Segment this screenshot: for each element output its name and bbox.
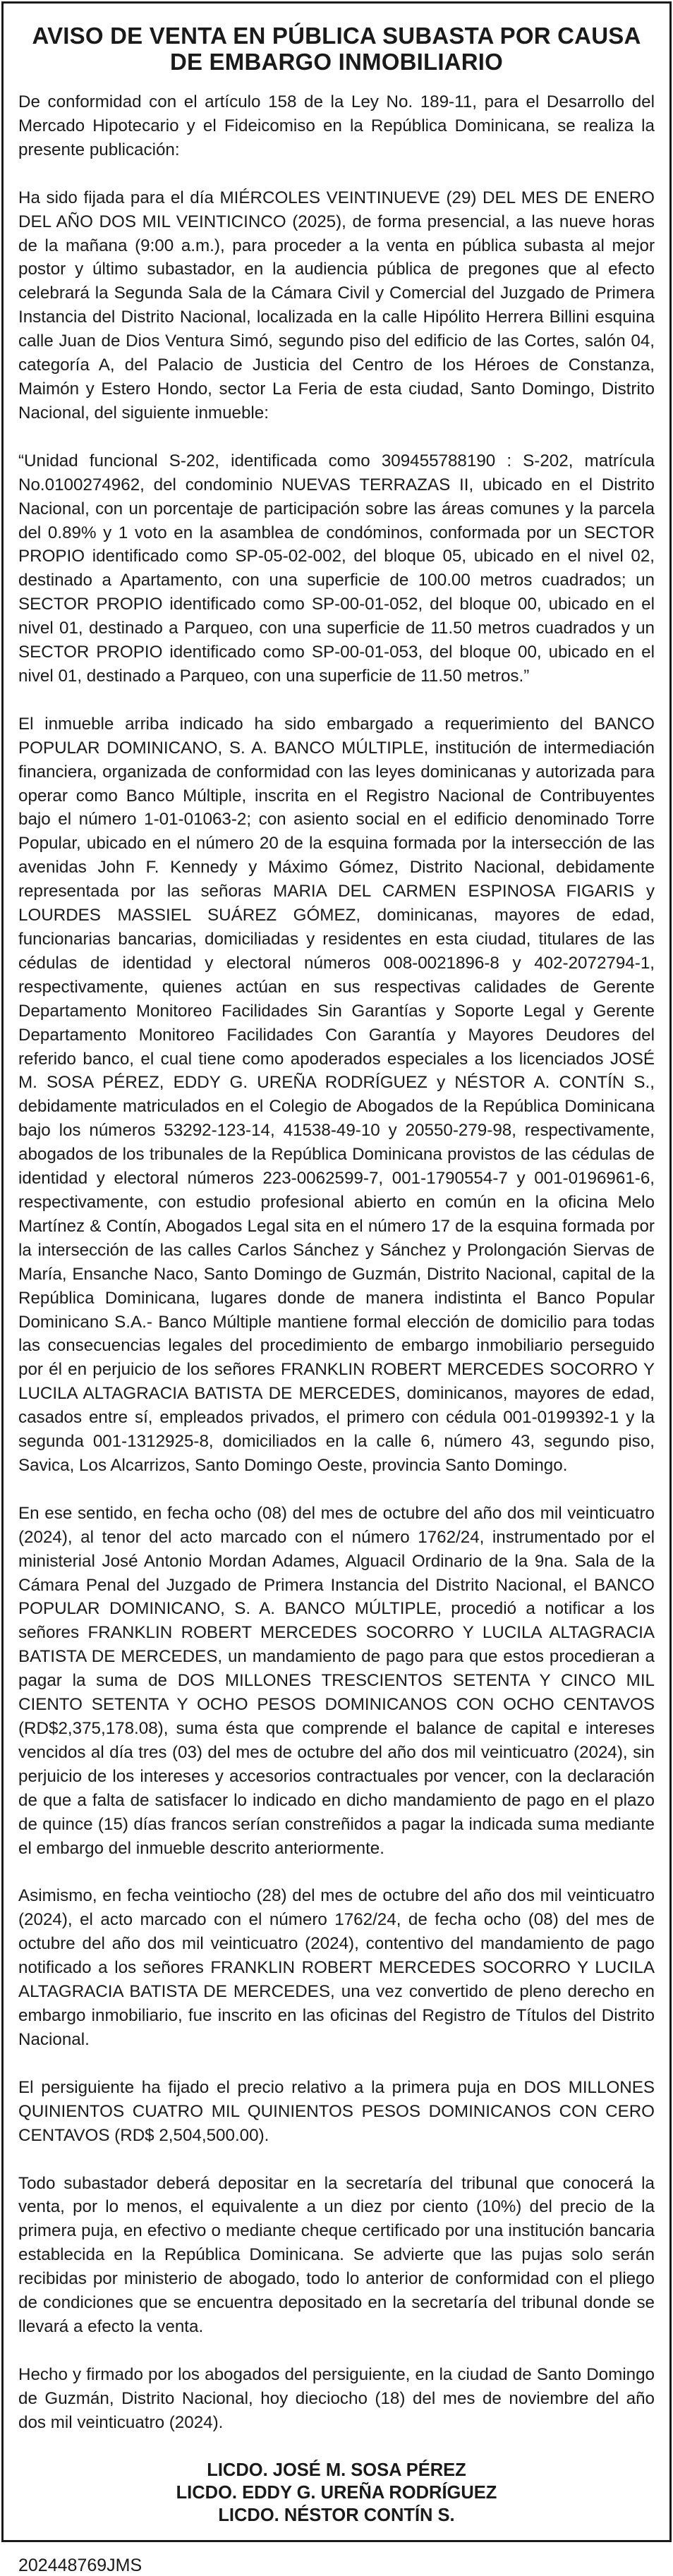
paragraph-opening-bid: El persiguiente ha fijado el precio relativo a la primera puja en DOS MILLONES QUINIENTOS CUATRO MIL QUINIENTOS PESOS DOMINICANOS CON CERO CENTAVOS (RD$ 2,504,500.00). xyxy=(18,2077,655,2145)
notice-title-line-2: DE EMBARGO INMOBILIARIO xyxy=(169,49,504,75)
signers-block xyxy=(18,2459,655,2527)
paragraph-seizing-party: El inmueble arriba indicado ha sido embargado a requerimiento del BANCO POPULAR DOMINICANO, S. A. BANCO MÚLTIPLE, institución de intermediación financiera, organizada de conformidad con las leyes dominicanas y autorizada para operar como Banco Múltiple, inscrita en el Registro Nacional de Contribuyentes bajo el número 1-01-01063-2; con asiento social en el edificio denominado Torre Popular, ubicado en el número 20 de la esquina formada por la intersección de las avenidas John F. Kennedy y Máximo Gómez, Distrito Nacional, debidamente representada por las señoras MARIA DEL CARMEN ESPINOSA FIGARIS y LOURDES MASSIEL SUÁREZ GÓMEZ, dominicanas, mayores de edad, funcionarias bancarias, domiciliadas y residentes en esta ciudad, titulares de las cédulas de identidad y electoral números 008-0021896-8 y 402-2072794-1, respectivamente, quienes actúan en sus respectivas calidades de Gerente Departamento Monitoreo Facilidades Sin Garantías y Soporte Legal y Gerente Departamento Monitoreo Facilidades Con Garantía y Mayores Deudores del referido banco, el cual tiene como apoderados especiales a los licenciados JOSÉ M. SOSA PÉREZ, EDDY G. UREÑA RODRÍGUEZ y NÉSTOR A. CONTÍN S., debidamente matriculados en el Colegio de Abogados de la República Dominicana bajo los números 53292-123-14, 41538-49-10 y 20550-279-98, respectivamente, abogados de los tribunales de la República Dominicana provistos de las cédulas de identidad y electoral números 223-0062599-7, 001-1790554-7 y 001-0196961-6, respectivamente, con estudio profesional abierto en común en la oficina Melo Martínez & Contín, Abogados Legal sita en el número 17 de la esquina formada por la intersección de las calles Carlos Sánchez y Sánchez y Prolongación Siervas de María, Ensanche Naco, Santo Domingo de Guzmán, Distrito Nacional, capital de la República Dominicana, lugares donde de manera indistinta el Banco Popular Dominicano S.A.- Banco Múltiple mantiene formal elección de domicilio para todas las consecuencias legales del procedimiento de embargo inmobiliario perseguido por él en perjuicio de los señores FRANKLIN ROBERT MERCEDES SOCORRO Y LUCILA ALTAGRACIA BATISTA DE MERCEDES, dominicanos, mayores de edad, casados entre sí, empleados privados, el primero con cédula 001-0199392-1 y la segunda 001-1312925-8, domiciliados en la calle 6, número 43, segundo piso, Savica, Los Alcarrizos, Santo Domingo Oeste, provincia Santo Domingo. xyxy=(18,714,655,1475)
paragraph-deposit-terms: Todo subastador deberá depositar en la secretaría del tribunal que conocerá la venta, por lo menos, el equivalente a un diez por ciento (10%) del precio de la primera puja, en efectivo o mediante cheque certificado por una institución bancaria establecida en la República Dominicana. Se advierte que las pujas solo serán recibidas por ministerio de abogado, todo lo anterior de conformidad con el pliego de condiciones que se encuentra depositado en la secretaría del tribunal donde se llevará a efecto la venta. xyxy=(18,2173,655,2336)
paragraph-property-description: “Unidad funcional S-202, identificada como 309455788190 : S-202, matrícula No.0100274962, del condominio NUEVAS TERRAZAS II, ubicado en el Distrito Nacional, con un porcentaje de participación sobre las áreas comunes y la parcela del 0.89% y 1 voto en la asamblea de condóminos, conformada por un SECTOR PROPIO identificado como SP-05-02-002, del bloque 05, ubicado en el nivel 02, destinado a Apartamento, con una superficie de 100.00 metros cuadrados; un SECTOR PROPIO identificado como SP-00-01-052, del bloque 00, ubicado en el nivel 01, destinado a Parqueo, con una superficie de 11.50 metros cuadrados y un SECTOR PROPIO identificado como SP-00-01-053, del bloque 00, ubicado en el nivel 01, destinado a Parqueo, con una superficie de 11.50 metros.” xyxy=(18,451,655,686)
reference-code: 202448769JMS xyxy=(18,2555,143,2575)
paragraph-registration: Asimismo, en fecha veintiocho (28) del mes de octubre del año dos mil veinticuatro (2024), el acto marcado con el número 1762/24, de fecha ocho (08) del mes de octubre del año dos mil veinticuatro (2024), contentivo del mandamiento de pago notificado a los señores FRANKLIN ROBERT MERCEDES SOCORRO Y LUCILA ALTAGRACIA BATISTA DE MERCEDES, una vez convertido de pleno derecho en embargo inmobiliario, fue inscrito en las oficinas del Registro de Títulos del Distrito Nacional. xyxy=(18,1886,655,2049)
paragraph-auction-date: Ha sido fijada para el día MIÉRCOLES VEINTINUEVE (29) DEL MES DE ENERO DEL AÑO DOS MIL VEINTICINCO (2025), de forma presencial, a las nueve horas de la mañana (9:00 a.m.), para proceder a la venta en pública subasta al mejor postor y último subastador, en la audiencia pública de pregones que al efecto celebrará la Segunda Sala de la Cámara Civil y Comercial del Juzgado de Primera Instancia del Distrito Nacional, localizada en la calle Hipólito Herrera Billini esquina calle Juan de Dios Ventura Simó, segundo piso del edificio de las Cortes, salón 04, categoría A, del Palacio de Justicia del Centro de los Héroes de Constanza, Maimón y Estero Hondo, sector La Feria de esta ciudad, Santo Domingo, Distrito Nacional, del siguiente inmueble: xyxy=(18,188,655,423)
signer-name: LICDO. NÉSTOR CONTÍN S. xyxy=(218,2505,455,2525)
signer-name: LICDO. EDDY G. UREÑA RODRÍGUEZ xyxy=(176,2482,497,2503)
notice-title-line-1: AVISO DE VENTA EN PÚBLICA SUBASTA POR CAUSA xyxy=(32,23,641,49)
paragraph-legal-basis: De conformidad con el artículo 158 de la Ley No. 189-11, para el Desarrollo del Mercado Hipotecario y el Fideicomiso en la República Dominicana, se realiza la presente publicación: xyxy=(18,92,655,159)
notice-title xyxy=(18,23,655,75)
notice-content xyxy=(18,20,655,2576)
paragraph-payment-demand: En ese sentido, en fecha ocho (08) del mes de octubre del año dos mil veinticuatro (2024), al tenor del acto marcado con el número 1762/24, instrumentado por el ministerial José Antonio Mordan Adames, Alguacil Ordinario de la 9na. Sala de la Cámara Penal del Juzgado de Primera Instancia del Distrito Nacional, el BANCO POPULAR DOMINICANO, S. A. BANCO MÚLTIPLE, procedió a notificar a los señores FRANKLIN ROBERT MERCEDES SOCORRO Y LUCILA ALTAGRACIA BATISTA DE MERCEDES, un mandamiento de pago para que estos procedieran a pagar la suma de DOS MILLONES TRESCIENTOS SETENTA Y CINCO MIL CIENTO SETENTA Y OCHO PESOS DOMINICANOS CON OCHO CENTAVOS (RD$2,375,178.08), suma ésta que comprende el balance de capital e intereses vencidos al día tres (03) del mes de octubre del año dos mil veinticuatro (2024), sin perjuicio de los intereses y accesorios contractuales por vencer, con la declaración de que a falta de satisfacer lo indicado en dicho mandamiento de pago en el plazo de quince (15) días francos serían constreñidos a pagar la indicada suma mediante el embargo del inmueble descrito anteriormente. xyxy=(18,1503,655,1858)
paragraph-signature-date: Hecho y firmado por los abogados del persiguiente, en la ciudad de Santo Domingo de Guzmán, Distrito Nacional, hoy dieciocho (18) del mes de noviembre del año dos mil veinticuatro (2024). xyxy=(18,2364,655,2432)
signer-name: LICDO. JOSÉ M. SOSA PÉREZ xyxy=(207,2460,466,2480)
